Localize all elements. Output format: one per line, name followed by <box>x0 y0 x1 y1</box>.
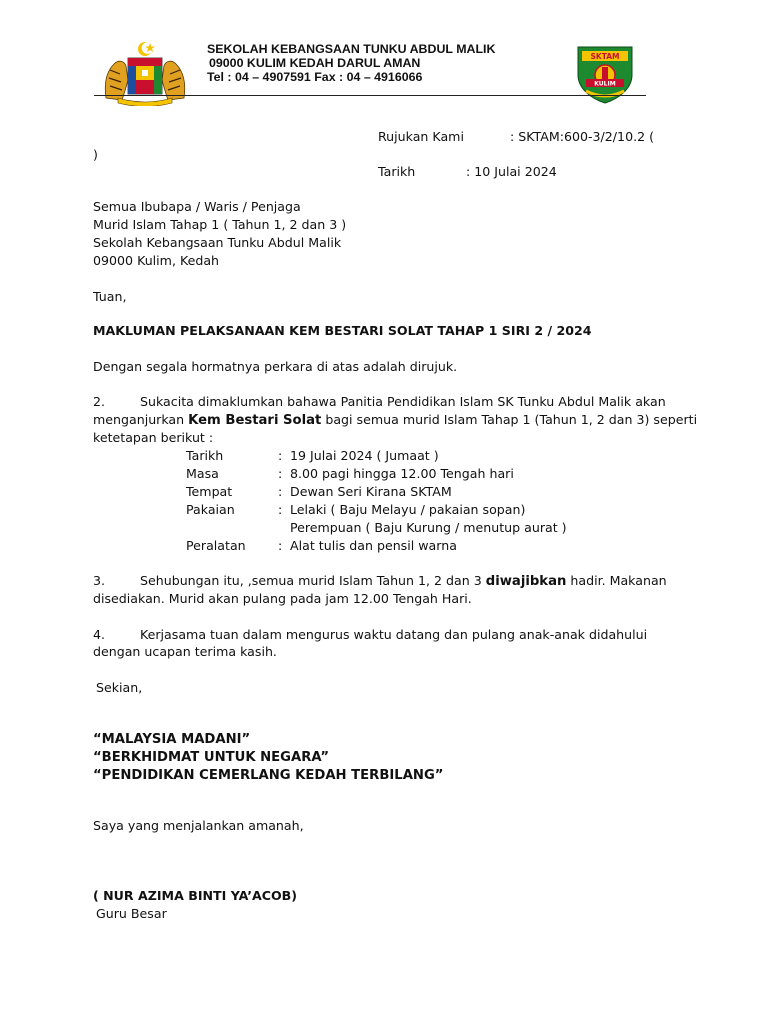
subject-heading: MAKLUMAN PELAKSANAAN KEM BESTARI SOLAT TAHAP 1 SIRI 2 / 2024 <box>93 323 592 338</box>
detail-label: Pakaian <box>186 502 235 517</box>
slogan-line: “PENDIDIKAN CEMERLANG KEDAH TERBILANG” <box>93 768 444 783</box>
paragraph-number: 4. <box>93 627 106 642</box>
signoff: Saya yang menjalankan amanah, <box>93 818 304 833</box>
paragraph-line <box>93 411 697 430</box>
slogan-line: “BERKHIDMAT UNTUK NEGARA” <box>93 750 330 765</box>
text-run: hadir. Makanan <box>566 573 667 588</box>
detail-colon: : <box>278 448 283 463</box>
salutation: Tuan, <box>93 289 127 304</box>
rujukan-cont: ) <box>93 147 98 162</box>
paragraph-line: Kerjasama tuan dalam mengurus waktu datang dan pulang anak-anak didahului <box>140 627 648 642</box>
recipient-line: Sekolah Kebangsaan Tunku Abdul Malik <box>93 235 342 250</box>
paragraph-number: 2. <box>93 394 106 409</box>
paragraph-number: 3. <box>93 573 106 588</box>
detail-colon: : <box>278 466 283 481</box>
coat-of-arms-logo <box>100 40 190 106</box>
signatory-name: ( NUR AZIMA BINTI YA’ACOB) <box>93 888 298 903</box>
school-name: SEKOLAH KEBANGSAAN TUNKU ABDUL MALIK <box>207 42 496 56</box>
slogan-line: “MALAYSIA MADANI” <box>93 732 251 747</box>
intro-paragraph: Dengan segala hormatnya perkara di atas adalah dirujuk. <box>93 359 458 374</box>
detail-label: Peralatan <box>186 538 246 553</box>
detail-value: 8.00 pagi hingga 12.00 Tengah hari <box>290 466 514 481</box>
rujukan-value: : SKTAM:600-3/2/10.2 ( <box>510 129 655 144</box>
recipient-line: Semua Ibubapa / Waris / Penjaga <box>93 199 301 214</box>
event-name-bold: Kem Bestari Solat <box>188 413 322 428</box>
paragraph-line: ketetapan berikut : <box>93 430 214 445</box>
header-divider <box>94 95 646 96</box>
paragraph-line: Sukacita dimaklumkan bahawa Panitia Pendidikan Islam SK Tunku Abdul Malik akan <box>140 394 666 409</box>
signatory-title: Guru Besar <box>96 906 167 921</box>
school-contact: Tel : 04 – 4907591 Fax : 04 – 4916066 <box>207 70 423 84</box>
detail-colon: : <box>278 538 283 553</box>
detail-label: Masa <box>186 466 219 481</box>
detail-label: Tempat <box>186 484 233 499</box>
crest-mid-text: KULIM <box>594 80 616 88</box>
emphasis-bold: diwajibkan <box>485 574 567 589</box>
detail-value: Perempuan ( Baju Kurung / menutup aurat ) <box>290 520 567 535</box>
school-address: 09000 KULIM KEDAH DARUL AMAN <box>209 56 421 70</box>
detail-value: Lelaki ( Baju Melayu / pakaian sopan) <box>290 502 526 517</box>
text-run: bagi semua murid Islam Tahap 1 (Tahun 1, 2 dan 3) seperti <box>321 412 698 427</box>
detail-colon: : <box>278 502 283 517</box>
detail-colon: : <box>278 484 283 499</box>
paragraph-line <box>140 572 667 591</box>
tarikh-value: : 10 Julai 2024 <box>466 164 557 179</box>
detail-value: Dewan Seri Kirana SKTAM <box>290 484 452 499</box>
crest-top-text: SKTAM <box>590 52 620 61</box>
closing: Sekian, <box>96 680 143 695</box>
rujukan-label: Rujukan Kami <box>378 129 464 144</box>
recipient-line: 09000 Kulim, Kedah <box>93 253 220 268</box>
recipient-line: Murid Islam Tahap 1 ( Tahun 1, 2 dan 3 ) <box>93 217 347 232</box>
paragraph-line: disediakan. Murid akan pulang pada jam 12.00 Tengah Hari. <box>93 591 472 606</box>
text-run: Sehubungan itu, ,semua murid Islam Tahun 1, 2 dan 3 <box>140 573 486 588</box>
detail-value: 19 Julai 2024 ( Jumaat ) <box>290 448 439 463</box>
detail-value: Alat tulis dan pensil warna <box>290 538 457 553</box>
detail-label: Tarikh <box>186 448 224 463</box>
paragraph-line: dengan ucapan terima kasih. <box>93 644 277 659</box>
text-run: menganjurkan <box>93 412 189 427</box>
tarikh-label: Tarikh <box>378 164 416 179</box>
